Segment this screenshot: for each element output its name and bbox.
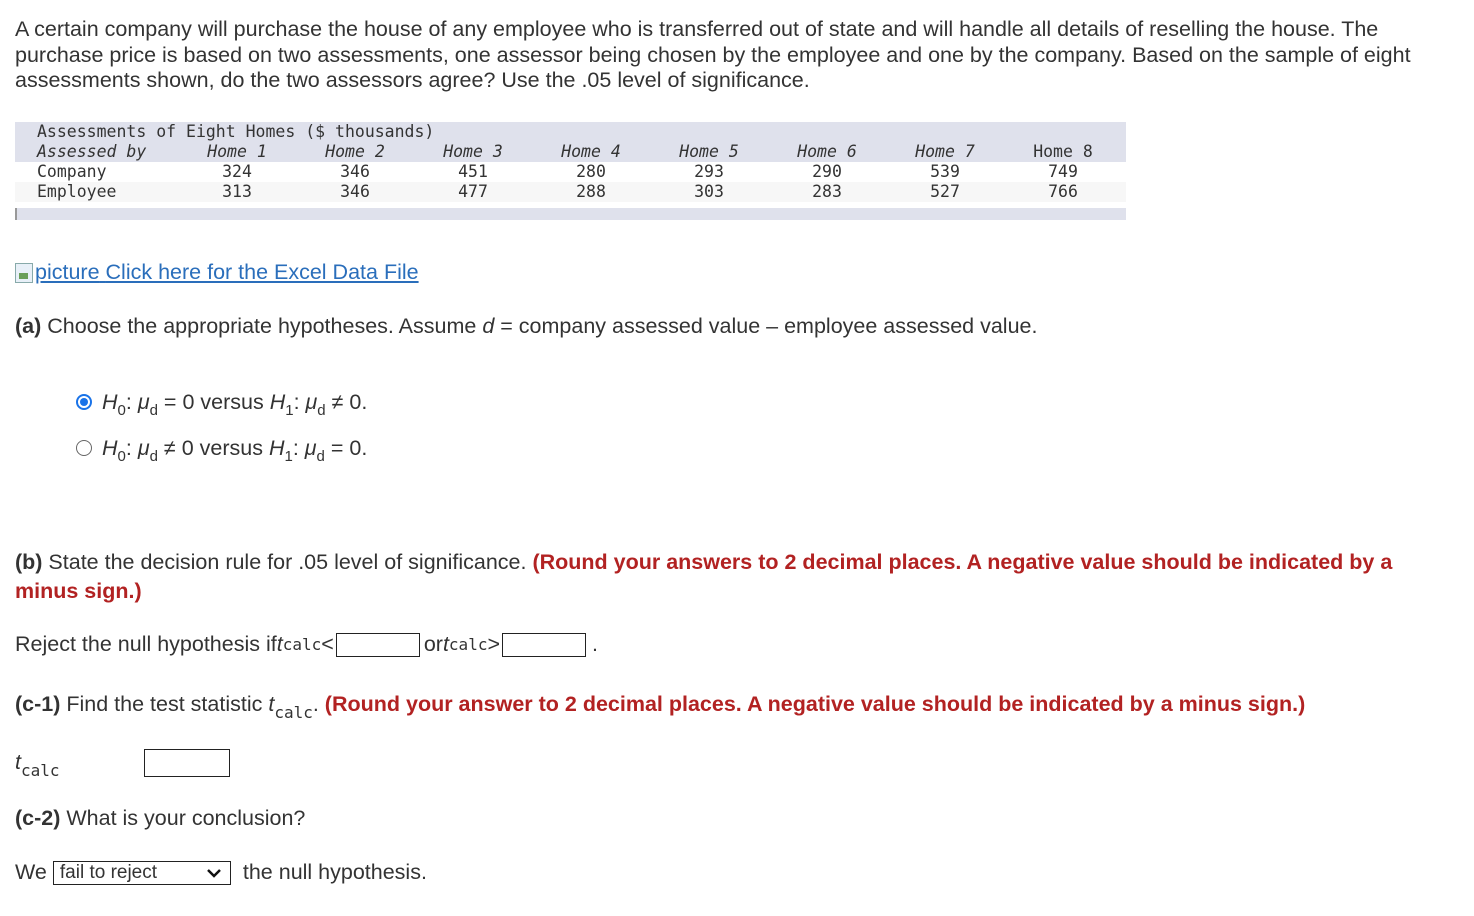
chevron-down-icon xyxy=(206,867,222,879)
radio-selected-icon[interactable] xyxy=(76,394,92,410)
table-footer-bar xyxy=(15,208,1126,220)
header-assessed-by: Assessed by xyxy=(37,142,147,161)
cell: 290 xyxy=(812,162,842,181)
header-home: Home 4 xyxy=(561,142,621,161)
cell: 749 xyxy=(1048,162,1078,181)
part-a-text: Choose the appropriate hypotheses. Assume xyxy=(41,314,483,338)
part-a-text-after: = company assessed value – employee assessed value. xyxy=(494,314,1038,338)
cell: 324 xyxy=(222,162,252,181)
header-home: Home 6 xyxy=(797,142,857,161)
less-than: < xyxy=(321,632,334,656)
table-header-row xyxy=(15,142,1126,162)
problem-statement: A certain company will purchase the house of any employee who is transferred out of state and will handle all details of reselling the house. The purchase price is based on two assessments, one assessor being chosen by the employee and one by the company. Based on the sample of eight assessments shown, do the two assessors agree? Use the .05 level of significance. xyxy=(15,17,1411,92)
t-subscript: calc xyxy=(282,635,322,654)
part-b-question xyxy=(15,548,1415,606)
excel-data-link[interactable] xyxy=(15,260,419,285)
radio-unselected-icon[interactable] xyxy=(76,440,92,456)
lower-critical-input[interactable] xyxy=(336,633,420,657)
selected-option: fail to reject xyxy=(59,862,158,883)
cell: 766 xyxy=(1048,182,1078,201)
header-home: Home 3 xyxy=(443,142,503,161)
part-a-question xyxy=(15,312,1037,341)
cell: 283 xyxy=(812,182,842,201)
header-home: Home 8 xyxy=(1033,142,1093,161)
cell: 293 xyxy=(694,162,724,181)
cell: 346 xyxy=(340,162,370,181)
cell: 313 xyxy=(222,182,252,201)
conclusion-row xyxy=(15,858,427,887)
part-c1-note: (Round your answer to 2 decimal places. A negative value should be indicated by a minus sign.) xyxy=(324,692,1306,716)
period: . xyxy=(592,632,598,656)
table-caption-row xyxy=(15,122,1126,142)
header-home: Home 1 xyxy=(207,142,267,161)
part-c2-text: What is your conclusion? xyxy=(60,806,306,830)
d-symbol: d xyxy=(482,314,495,338)
cell: 451 xyxy=(458,162,488,181)
upper-critical-input[interactable] xyxy=(502,633,586,657)
decision-rule: Reject the null hypothesis if t calc < or t calc > . xyxy=(15,630,598,659)
part-a-tag: (a) xyxy=(15,314,42,338)
row-label: Employee xyxy=(37,182,117,201)
table-row xyxy=(15,162,1126,182)
cell: 539 xyxy=(930,162,960,181)
hypothesis-option-1: $H_0$: $\mu_d = 0$ versus $H_1$: $\mu_d \ne 0$. xyxy=(102,390,368,419)
greater-than: > xyxy=(487,632,501,656)
broken-picture-icon xyxy=(15,263,33,283)
after-text: the null hypothesis. xyxy=(242,860,427,884)
part-b-text: State the decision rule for .05 level of significance. xyxy=(42,550,533,574)
we-text: We xyxy=(15,860,47,884)
cell: 527 xyxy=(930,182,960,201)
header-home: Home 5 xyxy=(679,142,739,161)
assessments-table xyxy=(15,122,1126,202)
part-c2-question xyxy=(15,804,305,833)
cell: 303 xyxy=(694,182,724,201)
part-b-tag: (b) xyxy=(15,550,43,574)
cell: 346 xyxy=(340,182,370,201)
table-row xyxy=(15,182,1126,202)
part-c1-question: (c-1) Find the test statistic $t_{calc}$. (Round your answer to 2 decimal places. A negative value should be indicated by a minus sign.) xyxy=(15,692,1306,722)
t-calc-input[interactable] xyxy=(144,749,230,777)
excel-link-text: Click here for the Excel Data File xyxy=(105,260,419,284)
cell: 477 xyxy=(458,182,488,201)
t-symbol: t xyxy=(276,632,283,656)
cell: 280 xyxy=(576,162,606,181)
table-caption: Assessments of Eight Homes ($ thousands) xyxy=(37,122,435,141)
cell: 288 xyxy=(576,182,606,201)
t-calc-label: $t_{calc}$ xyxy=(15,750,60,780)
part-c1-tag: (c-1) xyxy=(15,692,61,716)
conclusion-select[interactable] xyxy=(53,861,231,885)
part-c1-text: Find the test statistic xyxy=(60,692,269,716)
header-home: Home 2 xyxy=(325,142,385,161)
part-b-note: (Round your answers to 2 decimal places. A negative value should be indicated by a minus sign.) xyxy=(15,550,1393,603)
part-c2-tag: (c-2) xyxy=(15,806,61,830)
header-home: Home 7 xyxy=(915,142,975,161)
hypothesis-option-2: $H_0$: $\mu_d \ne 0$ versus $H_1$: $\mu_d = 0$. xyxy=(102,436,368,465)
or-text: or xyxy=(423,632,443,656)
row-label: Company xyxy=(37,162,107,181)
rule-prefix: Reject the null hypothesis if xyxy=(15,632,277,656)
picture-alt-text: picture xyxy=(35,260,100,284)
